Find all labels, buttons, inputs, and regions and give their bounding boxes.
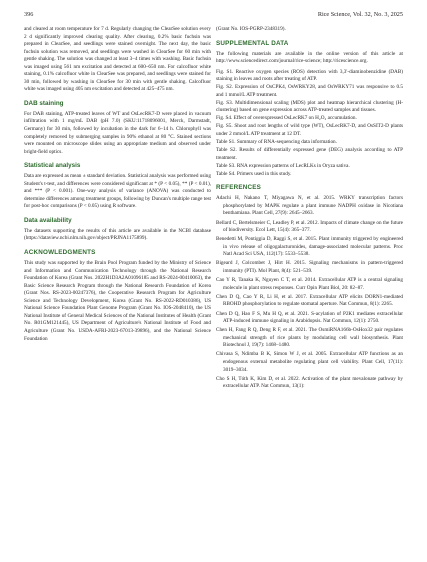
acknowledgments-heading: ACKNOWLEDGMENTS (24, 249, 96, 257)
supplemental-item: Fig. S3. Multidimensional scaling (MDS) plot and heatmap hierarchical clustering (H-clustering) based on gene expression across ATP-treated samples and tissues. (216, 99, 403, 114)
journal-citation: Rice Science, Vol. 32, No. 3, 2025 (317, 11, 403, 18)
supplemental-item: Fig. S5. Shoot and root lengths of wild type (WT), OsLecRK7-D, and OsSIT2-D plants under 2 mmol/L ATP treatment at 12 DT. (216, 123, 403, 138)
left-column (24, 26, 211, 552)
acknowledgments-paragraph: This study was supported by the Brain Pool Program funded by the Ministry of Science and Information and Communication Technology through the National Research Foundation of Korea (Grant Nos. 2022H1D3A2A01096185 and RS-2024-00410063), the Basic Science Research Program through the National Research Foundation of Korea (Grant Nos. RS-2023-00247376), the Cooperative Research Program for Agriculture Science and Technology Development, Korea (Grant No. RS-2022-RD010386), US National Science Foundation Plant Genome Program (Grant No. IOS-2048410), the US National Institute of General Medical Sciences of the National Institutes of Health (Grant No. R01GM121445), US Department of Agriculture's National Institute of Food and Agriculture (Grant No. USDA-AFRI-2023-67013-39896), and the National Science Foundation (24, 260, 211, 342)
reference-item: Chen D Q, Hao F S, Mu H Q, et al. 2021. S-acylation of P2K1 mediates extracellular ATP-induced immune signaling in Arabidopsis. Nat Commun, 12(1): 2750. (216, 310, 403, 325)
statistical-analysis-paragraph: Data are expressed as mean ± standard deviation. Statistical analysis was performed using Student's t-test, and differences were considered significant at * (P < 0.05), ** (P < 0.01), and *** (P < 0.001). One-way analysis of variance (ANOVA) was conducted to determine differences among treatment groups, following by Duncan's multiple range test for post-hoc comparisons (P < 0.05) using R software. (24, 173, 211, 210)
supplemental-item: Table S4. Primers used in this study. (216, 170, 292, 177)
reference-item: Chen D Q, Cao Y R, Li H, et al. 2017. Extracellular ATP elicits DORN1-mediated RBOHD phosphorylation to regulate stomatal aperture. Nat Commun, 8(1): 2265. (216, 293, 403, 308)
reference-list (216, 195, 403, 390)
reference-item: Benedetti M, Pontiggia D, Raggi S, et al. 2015. Plant immunity triggered by engineered in vivo release of oligogalacturonides, damage-associated molecular patterns. Proc Natl Acad Sci USA, 112(17): 5533–5538. (216, 236, 403, 258)
reference-item: Bellard C, Bertelsmeier C, Leadley P, et al. 2012. Impacts of climate change on the future of biodiversity. Ecol Lett, 15(4): 365–377. (216, 219, 403, 234)
page-number: 396 (24, 11, 34, 18)
statistical-analysis-heading: Statistical analysis (24, 162, 81, 170)
supplemental-item: Table S3. RNA expression patterns of LecRLKs in Oryza sativa. (216, 162, 350, 169)
supplemental-list (216, 51, 403, 179)
reference-item: Cho S H, Tóth K, Kim D, et al. 2022. Activation of the plant mevalonate pathway by extracellular ATP. Nat Commun, 13(1): (216, 375, 403, 390)
supplemental-intro: The following materials are available in the online version of this article at http://www.sciencedirect.com/journal/rice-science; http://ricescience.org. (216, 50, 403, 65)
reference-item: Bigeard J, Colcombet J, Hirt H. 2015. Signaling mechanisms in pattern-triggered immunity (PTI). Mol Plant, 8(4): 521–539. (216, 260, 403, 274)
reference-item: Chivasa S, Ndimba B K, Simon W J, et al. 2005. Extracellular ATP functions as an endogenous external metabolite regulating plant cell viability. Plant Cell, 17(11): 3019–3034. (216, 351, 403, 373)
right-column (216, 26, 403, 552)
data-availability-heading: Data availability (24, 216, 72, 224)
dab-staining-paragraph: For DAB staining, ATP-treated leaves of WT and OsLecRK7-D were placed in vacuum infiltration with 1 mg/mL DAB (pH 7.0) (SKU:11718096001, Merck, Darmstadt, Germany) for 30 min, followed by incubation in the dark for 6–14 h. Chlorophyll was completely removed by submerging samples in 90% ethanol at 80 °C. Stained sections were mounted on microscope slides using an appropriate medium and observed under bright-field optics. (24, 110, 211, 155)
supplemental-item: Table S2. Results of differentially expressed gene (DEG) analysis according to ATP treatment. (216, 147, 403, 161)
methods-clearing-paragraph: and cleared at room temperature for 7 d. Regularly changing the ClearSee solution every 2 d significantly improved clearing quality. After clearing, 0.2% basic fuchsin was prepared in ClearSee, and seedlings were stained overnight. The next day, the basic fuchsin solution was removed, and seedlings were washed in ClearSee for 60 min with gentle shaking. The solution was changed at least 3–4 times with washing. Basic fuchsin was imaged using 561 nm excitation and detected at 600–650 nm. For calcofluor white staining, 0.1% calcofluor white in ClearSee was prepared, and seedlings were stained for 30 min, followed by washing in ClearSee for 30 min with gentle shaking. Calcofluor white was imaged using 405 nm excitation and detected at 425–475 nm. (24, 26, 211, 93)
reference-item: Cao Y R, Tanaka K, Nguyen C T, et al. 2014. Extracellular ATP is a central signaling molecule in plant stress responses. Curr Opin Plant Biol, 20: 82–87. (216, 277, 403, 291)
references-heading: REFERENCES (216, 184, 262, 192)
reference-item: Adachi H, Nakano T, Miyagawa N, et al. 2015. WRKY transcription factors phosphorylated by MAPK regulate a plant immune NADPH oxidase in Nicotiana benthamiana. Plant Cell, 27(9): 2645–2663. (216, 195, 403, 217)
supplemental-item: Table S1. Summary of RNA-sequencing data information. (216, 139, 337, 146)
running-header (24, 10, 403, 20)
supplemental-item: Fig. S2. Expression of OsCPK4, OsWRKY28, and OsWRKY71 was responsive to 0.5 and 1 mmol/L ATP treatment. (216, 84, 403, 98)
reference-item: Chen H, Fang R Q, Deng R F, et al. 2021. The OsmiRNA166b-OsHox32 pair regulates mechanical strength of rice plants by modulating cell wall biosynthesis. Plant Biotechnol J, 19(7): 1468–1480. (216, 327, 403, 349)
supplemental-item: Fig. S1. Reactive oxygen species (ROS) detection with 3,3'-diaminobenzidine (DAB) staining in leaves and roots after treating of ATP. (216, 68, 403, 83)
data-availability-paragraph: The datasets supporting the results of this article are available in the NCBI database (https://dataview.ncbi.nlm.nih.gov/object/PRJNA1175899). (24, 227, 211, 242)
supplemental-data-heading: SUPPLEMENTAL DATA (216, 39, 289, 47)
grant-continuation: (Grant No. IOS-PGRP-2348319). (216, 26, 286, 32)
supplemental-item: Fig. S4. Effect of overexpressed OsLecRK7 on H₂O₂ accumulation. (216, 115, 357, 122)
dab-staining-heading: DAB staining (24, 99, 64, 107)
